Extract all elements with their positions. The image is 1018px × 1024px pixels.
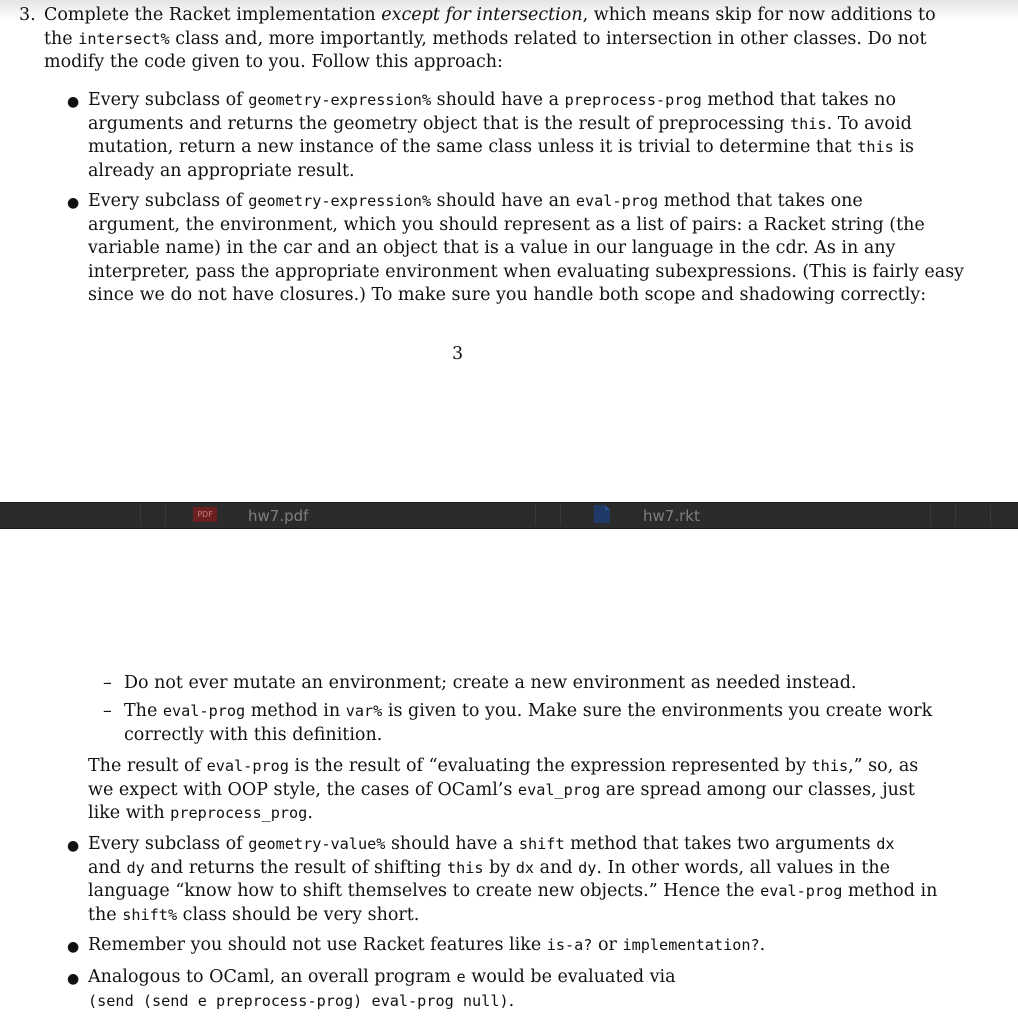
intro-paragraph: Complete the Racket implementation except for intersection, which means skip for now additions to the intersect% class and, more importantly, methods related to intersection in other classes. Do not modify the code given to you. Follow this approach: xyxy=(44,5,936,72)
bullet-eval-prog: Every subclass of geometry-expression% should have an eval-prog method that takes one argument, the environment, which you should represent as a list of pairs: a Racket string (the variable name) in the car and an object that is a value in our language in the cdr. As in any interpreter, pass the appropriate environment when evaluating subexpressions. (This is fairly easy since we do not have closures.) To make sure you handle both scope and shadowing correctly: xyxy=(88,191,965,305)
pdf-page-4 xyxy=(0,527,1018,1024)
taskbar-separator xyxy=(560,505,561,526)
taskbar-separator xyxy=(140,505,141,526)
taskbar-item-hw7-rkt[interactable]: hw7.rkt xyxy=(643,507,700,525)
bullet-icon: ● xyxy=(67,939,80,955)
pdf-page-3 xyxy=(0,0,1018,502)
taskbar-separator xyxy=(990,505,991,526)
bullet-preprocess-prog: Every subclass of geometry-expression% should have a preprocess-prog method that takes no arguments and returns the geometry object that is the result of preprocessing this. To avoid mutation, return a new instance of the same class unless it is trivial to determine that this is already an appropriate result. xyxy=(88,90,914,181)
taskbar-separator xyxy=(165,505,166,526)
result-paragraph: The result of eval-prog is the result of “evaluating the expression represented by this,” so, as we expect with OOP style, the cases of OCaml’s eval_prog are spread among our classes, just like with preprocess_prog. xyxy=(88,756,919,823)
page-number: 3 xyxy=(452,344,464,364)
bullet-icon: ● xyxy=(67,94,80,110)
taskbar-separator xyxy=(955,505,956,526)
bullet-icon: ● xyxy=(67,195,80,211)
dash-item-var-eval: The eval-prog method in var% is given to you. Make sure the environments you create work correctly with this definition. xyxy=(124,701,933,745)
dash-bullet-icon: – xyxy=(103,673,112,693)
bullet-icon: ● xyxy=(67,971,80,987)
taskbar-separator xyxy=(930,505,931,526)
taskbar-item-hw7-pdf[interactable]: hw7.pdf xyxy=(248,507,309,525)
pdf-file-icon[interactable]: PDF xyxy=(193,507,217,522)
item-number: 3. xyxy=(19,5,36,25)
taskbar-separator xyxy=(535,505,536,526)
code-overall-program: (send (send e preprocess-prog) eval-prog null) xyxy=(88,991,509,1010)
bullet-shift: Every subclass of geometry-value% should have a shift method that takes two arguments dx and dy and returns the result of shifting this by dx and dy. In other words, all values in the language “know how to shift themselves to create new objects.” Hence the eval-prog method in the shift% class should be very short. xyxy=(88,834,938,925)
bullet-remember: Remember you should not use Racket features like is-a? or implementation?. xyxy=(88,935,766,955)
code-intersect: intersect% xyxy=(78,29,170,48)
taskbar xyxy=(0,502,1018,529)
bullet-analogous: Analogous to OCaml, an overall program e would be evaluated via (send (send e preprocess-prog) eval-prog null). xyxy=(88,967,676,1011)
dash-bullet-icon: – xyxy=(103,701,112,721)
dash-item-no-mutation: Do not ever mutate an environment; create a new environment as needed instead. xyxy=(124,673,857,693)
bullet-icon: ● xyxy=(67,838,80,854)
document-file-icon[interactable] xyxy=(593,504,611,524)
